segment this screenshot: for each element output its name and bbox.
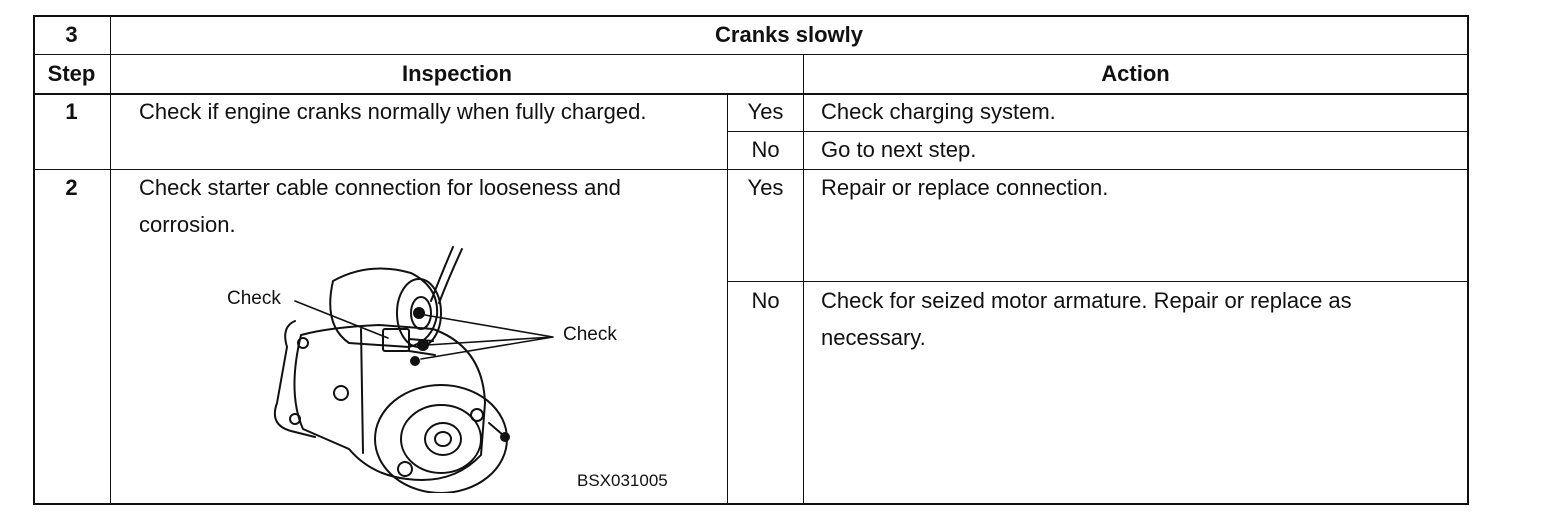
starter-motor-figure	[183, 243, 668, 493]
action-text: Check for seized motor armature. Repair or replace as necessary.	[821, 288, 1352, 350]
check-label-left: Check	[227, 288, 281, 309]
table-border-right	[1467, 15, 1469, 505]
answer-no: No	[751, 137, 780, 162]
step-number: 2	[65, 175, 78, 200]
table-title: Cranks slowly	[715, 22, 863, 47]
header-action: Action	[1101, 61, 1170, 86]
column-divider	[803, 54, 804, 505]
answer-no: No	[751, 288, 780, 313]
action-text: Go to next step.	[821, 137, 977, 162]
starter-motor-illustration-icon	[183, 243, 653, 493]
action-text: Check charging system.	[821, 99, 1056, 124]
inspection-text: Check if engine cranks normally when fully charged.	[139, 99, 647, 124]
action-text: Repair or replace connection.	[821, 175, 1109, 200]
answer-yes: Yes	[747, 99, 784, 124]
header-inspection: Inspection	[401, 61, 512, 86]
figure-code: BSX031005	[577, 471, 668, 490]
troubleshooting-table	[33, 15, 1469, 505]
answer-yes: Yes	[747, 175, 784, 200]
check-label-right: Check	[563, 324, 617, 345]
table-number: 3	[65, 22, 78, 47]
inspection-text: Check starter cable connection for looseness and corrosion.	[139, 175, 621, 237]
step-number: 1	[65, 99, 78, 124]
header-step: Step	[47, 61, 96, 86]
table-border-bottom	[33, 503, 1469, 505]
